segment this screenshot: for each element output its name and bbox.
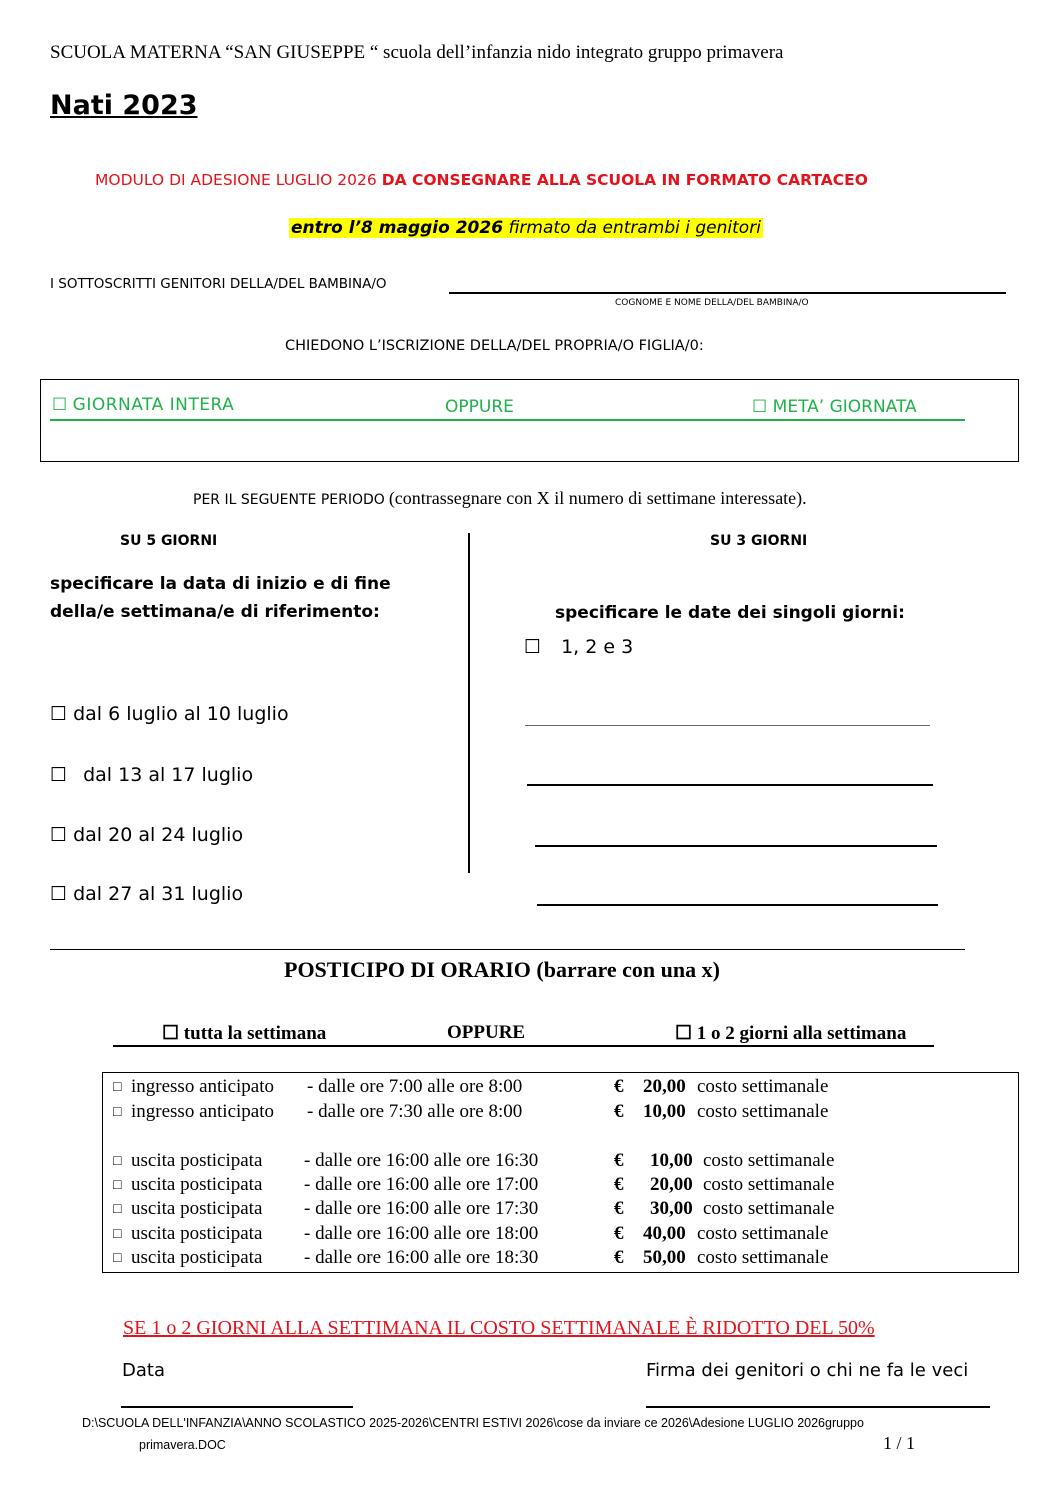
checkbox-icon[interactable]: ☐ <box>50 824 68 846</box>
date-field[interactable] <box>121 1406 353 1408</box>
schedule-type: ingresso anticipato <box>131 1076 274 1097</box>
parents-label: I SOTTOSCRITTI GENITORI DELLA/DEL BAMBINA/O <box>50 276 387 292</box>
full-day-option[interactable] <box>52 395 234 415</box>
week-option-1[interactable] <box>50 703 289 725</box>
three-days-instruction: specificare le date dei singoli giorni: <box>555 603 905 623</box>
five-days-instruction-1: specificare la data di inizio e di fine <box>50 574 391 594</box>
request-line: CHIEDONO L’ISCRIZIONE DELLA/DEL PROPRIA/O FIGLIA/0: <box>285 338 704 354</box>
schedule-price: 10,00 <box>650 1150 693 1171</box>
week-option-3[interactable] <box>50 824 243 846</box>
schedule-cost-label: costo settimanale <box>703 1150 835 1171</box>
schedule-type: uscita posticipata <box>131 1223 263 1244</box>
schedule-time: - dalle ore 7:00 alle ore 8:00 <box>307 1076 523 1097</box>
schedule-time: - dalle ore 16:00 alle ore 17:30 <box>304 1198 539 1219</box>
column-divider <box>468 533 470 873</box>
schedule-price: 20,00 <box>650 1174 693 1195</box>
schedule-checkbox[interactable]: □ <box>113 1080 122 1095</box>
schedule-cost-label: costo settimanale <box>697 1076 829 1097</box>
schedule-checkbox[interactable]: □ <box>113 1178 122 1193</box>
schedule-cost-label: costo settimanale <box>697 1101 829 1122</box>
schedule-cost-label: costo settimanale <box>703 1174 835 1195</box>
section-separator <box>50 949 965 950</box>
child-name-caption: COGNOME E NOME DELLA/DEL BAMBINA/O <box>615 298 809 308</box>
five-days-instruction-2: della/e settimana/e di riferimento: <box>50 602 380 622</box>
period-caps: PER IL SEGUENTE PERIODO <box>193 492 385 508</box>
posticipo-options-underline <box>113 1045 934 1047</box>
period-note: (contrassegnare con X il numero di settimane interessate). <box>388 488 807 508</box>
five-days-heading: SU 5 GIORNI <box>120 533 218 549</box>
whole-week-label: tutta la settimana <box>183 1023 327 1044</box>
checkbox-icon[interactable]: ☐ <box>52 395 68 415</box>
full-day-label: GIORNATA INTERA <box>72 395 235 415</box>
checkbox-icon[interactable]: ☐ <box>50 703 68 725</box>
some-days-label: 1 o 2 giorni alla settimana <box>696 1023 907 1044</box>
schedule-price: 50,00 <box>643 1247 686 1268</box>
week-label: dal 6 luglio al 10 luglio <box>73 703 289 725</box>
posticipo-whole-week[interactable] <box>162 1022 326 1045</box>
signature-field[interactable] <box>646 1406 990 1408</box>
three-days-option[interactable] <box>524 636 633 658</box>
schedule-type: ingresso anticipato <box>131 1101 274 1122</box>
schedule-type: uscita posticipata <box>131 1198 263 1219</box>
schedule-price: 40,00 <box>643 1223 686 1244</box>
file-path-line-1: D:\SCUOLA DELL'INFANZIA\ANNO SCOLASTICO 2025-2026\CENTRI ESTIVI 2026\cose da inviare ce 2026\Adesione LUGLIO 2026gruppo <box>82 1416 864 1430</box>
week-option-2[interactable] <box>50 764 253 786</box>
schedule-time: - dalle ore 7:30 alle ore 8:00 <box>307 1101 523 1122</box>
schedule-cost-label: costo settimanale <box>697 1247 829 1268</box>
euro-sign: € <box>614 1223 624 1244</box>
day-option-or: OPPURE <box>445 397 514 417</box>
schedule-cost-label: costo settimanale <box>703 1198 835 1219</box>
signature-label: Firma dei genitori o chi ne fa le veci <box>646 1360 969 1381</box>
euro-sign: € <box>614 1076 624 1097</box>
checkbox-icon[interactable]: ☐ <box>524 636 542 658</box>
week-label: dal 13 al 17 luglio <box>83 764 254 786</box>
euro-sign: € <box>614 1101 624 1122</box>
date-label: Data <box>122 1360 165 1381</box>
checkbox-icon[interactable]: ☐ <box>50 883 68 905</box>
schedule-cost-label: costo settimanale <box>697 1223 829 1244</box>
half-day-label: META’ GIORNATA <box>772 397 917 417</box>
week-label: dal 20 al 24 luglio <box>73 824 244 846</box>
schedule-type: uscita posticipata <box>131 1247 263 1268</box>
schedule-checkbox[interactable]: □ <box>113 1154 122 1169</box>
euro-sign: € <box>614 1150 624 1171</box>
euro-sign: € <box>614 1247 624 1268</box>
posticipo-or: OPPURE <box>447 1022 526 1043</box>
schedule-price: 30,00 <box>650 1198 693 1219</box>
schedule-price: 20,00 <box>643 1076 686 1097</box>
posticipo-some-days[interactable] <box>675 1022 906 1045</box>
deadline-line <box>289 218 763 238</box>
schedule-time: - dalle ore 16:00 alle ore 16:30 <box>304 1150 539 1171</box>
date-field-2[interactable] <box>527 784 933 786</box>
form-title-delivery: DA CONSEGNARE ALLA SCUOLA IN FORMATO CARTACEO <box>381 171 868 189</box>
day-option-box <box>40 379 1019 462</box>
schedule-checkbox[interactable]: □ <box>113 1202 122 1217</box>
schedule-type: uscita posticipata <box>131 1150 263 1171</box>
checkbox-icon[interactable]: ☐ <box>162 1023 180 1044</box>
date-field-3[interactable] <box>535 845 937 847</box>
euro-sign: € <box>614 1174 624 1195</box>
day-option-underline <box>50 419 965 421</box>
period-line <box>193 488 807 509</box>
checkbox-icon[interactable]: ☐ <box>752 397 768 417</box>
three-days-heading: SU 3 GIORNI <box>710 533 808 549</box>
schedule-time: - dalle ore 16:00 alle ore 18:30 <box>304 1247 539 1268</box>
date-field-1[interactable] <box>525 725 930 726</box>
form-title-main: MODULO DI ADESIONE LUGLIO 2026 <box>95 171 377 189</box>
posticipo-title: POSTICIPO DI ORARIO (barrare con una x) <box>284 957 720 982</box>
schedule-time: - dalle ore 16:00 alle ore 18:00 <box>304 1223 539 1244</box>
checkbox-icon[interactable]: ☐ <box>50 764 68 786</box>
schedule-price: 10,00 <box>643 1101 686 1122</box>
three-days-label: 1, 2 e 3 <box>561 636 634 658</box>
date-field-4[interactable] <box>537 904 938 906</box>
schedule-type: uscita posticipata <box>131 1174 263 1195</box>
group-title: Nati 2023 <box>50 90 198 121</box>
euro-sign: € <box>614 1198 624 1219</box>
school-header: SCUOLA MATERNA “SAN GIUSEPPE “ scuola dell’infanzia nido integrato gruppo primavera <box>50 42 784 63</box>
discount-note: SE 1 o 2 GIORNI ALLA SETTIMANA IL COSTO SETTIMANALE È RIDOTTO DEL 50% <box>123 1317 875 1339</box>
week-option-4[interactable] <box>50 883 243 905</box>
schedule-checkbox[interactable]: □ <box>113 1251 122 1266</box>
schedule-checkbox[interactable]: □ <box>113 1227 122 1242</box>
file-path-line-2: primavera.DOC <box>139 1438 226 1452</box>
deadline-date: entro l’8 maggio 2026 <box>291 218 504 238</box>
schedule-checkbox[interactable]: □ <box>113 1105 122 1120</box>
half-day-option[interactable] <box>752 397 917 417</box>
week-label: dal 27 al 31 luglio <box>73 883 244 905</box>
schedule-time: - dalle ore 16:00 alle ore 17:00 <box>304 1174 539 1195</box>
page-number: 1 / 1 <box>883 1433 916 1453</box>
child-name-field[interactable] <box>449 292 1006 294</box>
checkbox-icon[interactable]: ☐ <box>675 1023 693 1044</box>
deadline-signature-note: firmato da entrambi i genitori <box>508 218 761 238</box>
form-title <box>95 171 868 189</box>
